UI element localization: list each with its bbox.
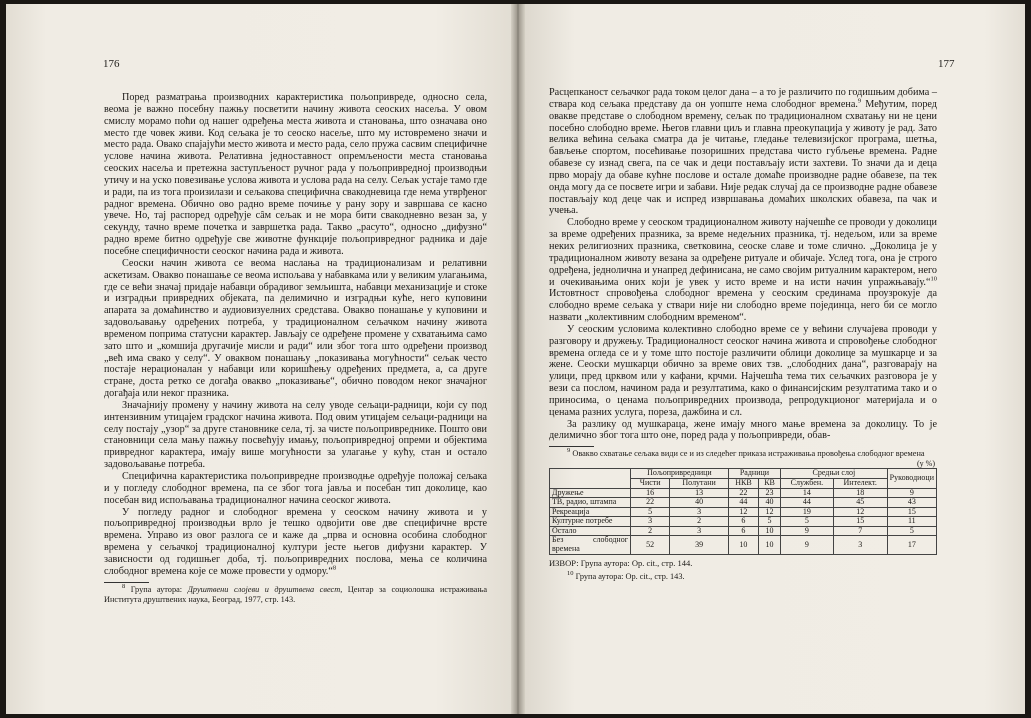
paragraph: Значајнију промену у начину живота на селу уводе сељаци-радници, који су под интензивним утицајем градског начина живота. Под овим утицајем сељаци-радници на селу постају „узор“ за друге становнике села, тј. за чисте пољопривреднике. Пошто ови становници села мању пажњу посвећују имању, пољопривредној опреми и објектима привредног карактера, имају више могућности за улагање у кућу, стан и остало задовољавање потреба. (104, 399, 487, 471)
paragraph (104, 507, 487, 578)
footnote-text: Овакво схватање сељака види се и из следећег приказа истраживања провођења слободног времена (570, 449, 925, 459)
table-cell: 17 (887, 536, 936, 554)
paragraph: Сеоски начин живота се веома наслања на традиционализам и релативни аскетизам. Овакво понашање се веома испољава у набавкама или у великим улагањима, где се већи значај придаје набавци обрадивог земљишта, набавци механизације и стоке и изградњи привредних објеката, па делимично и изградњи куће, него куповини апарата за домаћинство и аудиовизуелних средстава. Овакво понашање у куповини и задовољавању одређених потреба, у традиционалном сељачком начину живота временом поприма статусни карактер. Јављају се одређене промене у схватањима само зато што и „комшија другачије мисли и ради“ или због тога што одређени производ „већ има свако у селу“. У оваквом понашању „показивања могућности“ сељак често постаје нерационалан у набавци или коришћењу одређених предмета, а, са друге стране, доста ретко се догађа овакво „показивање“, обично поводом неког значајног догађаја или неког празника. (104, 257, 487, 400)
table-cell: 15 (833, 517, 887, 527)
paragraph-text: Међутим, поред овакве представе о слободном времену, сељак по традиционалном схватању ни не цени посебно слободно време. Његов главни циљ и главна преокупација у животу је рад. Зато велика већина сељака сматра да је читање, гледање телевизијског програма, шетња, бављење спортом, посећивање позоришних представа чисто губљење времена. Радне обавезе су изнад свега, па се чак и деци постављају исти захтеви. То значи да и деца прво морају да обаве кућне послове и остале домаће производне радне обавезе, па тек онда могу да се посвете игри и забави. Није редак случај да се производне радне обавезе постављају код деце чак и испред извршавања домаћих школских обавеза, па чак и учења. (549, 98, 937, 217)
left-page (6, 4, 511, 714)
page-number-left: 176 (103, 58, 120, 70)
table-cell: 6 (728, 526, 758, 536)
footnote-prefix: Група аутора: (130, 584, 188, 594)
table-cell: 3 (670, 526, 729, 536)
leisure-table (549, 468, 937, 554)
table-cell: 5 (781, 517, 834, 527)
table-row-label: ТВ, радио, штампа (550, 498, 631, 508)
paragraph: Специфична карактеристика пољопривредне производње одређује положај сељака и у погледу слободног времена, па се због тога јавља и посебан тип доколице, као посебан вид испољавања традиционалног начина сеоског живота. (104, 471, 487, 506)
table-cell: 12 (759, 507, 781, 517)
paragraph: У сеоским условима колективно слободно време се у већини случајева проводи у разговору и дружењу. Традиционалност сеоског начина живота и спровођење слободног времена огледа се и у томе што постоје различити облици доколице за мушкарце и за жене. Сеоски мушкарци обично за време ових тзв. „слободних дана“, разговарају на улици, пред црквом или у кафани, крчми. Најчешћа тема тих сељачких разговора је у вези са послом, начином рада и резултатима, како о финансијским резултатима тако и о приносима, о ценама пољопривредних производа, репродукционог материјала и о ценама разних услуга, пореза, дажбина и сл. (549, 323, 937, 418)
table-cell: 19 (781, 507, 834, 517)
table-cell: 44 (781, 498, 834, 508)
footnote-mark: 9 (567, 447, 571, 455)
table-row (550, 498, 937, 508)
footnote-ref: 9 (857, 97, 862, 105)
footnote-rest: , Центар за социолошка истраживања Института друштвених наука, Београд, 1977, стр. 143. (104, 584, 488, 604)
table-cell: 44 (728, 498, 758, 508)
table-group-header: Руководиоци (887, 469, 936, 488)
table-cell: 3 (670, 507, 729, 517)
table-cell: 45 (833, 498, 887, 508)
table-cell: 9 (887, 488, 936, 498)
table-cell: 7 (833, 526, 887, 536)
table-row-label: Културне потребе (550, 517, 631, 527)
paragraph-text: Истовтност спровођења слободног времена у сеоским срединама проузрокује да слободно време сељака у ствари није ни слободно време појединца, него би се могло назвати „колективним слободним временом“. (549, 288, 937, 324)
table-cell: 23 (759, 488, 781, 498)
paragraph (549, 217, 937, 324)
table-row (550, 517, 937, 527)
footnote-ref: 10 (930, 275, 937, 283)
table-sub-header: Чисти (631, 478, 670, 488)
table-corner (550, 469, 631, 488)
table-cell: 22 (631, 498, 670, 508)
table-cell: 13 (670, 488, 729, 498)
table-row (550, 536, 937, 554)
table-cell: 16 (631, 488, 670, 498)
table-group-header: Средњи слој (781, 469, 888, 479)
table-sub-header: КВ (759, 478, 781, 488)
table-group-header: Пољопривредници (631, 469, 729, 479)
table-row-label: Дружење (550, 488, 631, 498)
paragraph-text: У погледу радног и слободног времена у сеоском начину живота и у пољопривредној производњи врло је тешко одвојити ове две специфичне врсте времена. Управо из овог разлога се и каже да „прва и основна особина слободног времена у сељачкој традиционалној култури јесте његов дифузни карактер. У зависности од годишњег доба, тј. пољопривредних послова, мења се количина слободног времена које се може провести у одмору.“ (104, 506, 487, 577)
table-cell: 12 (833, 507, 887, 517)
table-cell: 22 (728, 488, 758, 498)
table-cell: 6 (728, 517, 758, 527)
footnote-8 (104, 582, 488, 605)
book-spread (6, 4, 1025, 714)
table-cell: 14 (781, 488, 834, 498)
table-cell: 5 (631, 507, 670, 517)
table-group-header: Радници (728, 469, 780, 479)
table-cell: 40 (670, 498, 729, 508)
table-sub-header: Интелект. (833, 478, 887, 488)
left-page-body (104, 92, 487, 605)
table-cell: 2 (631, 526, 670, 536)
table-cell: 43 (887, 498, 936, 508)
page-number-right: 177 (938, 58, 955, 70)
table-cell: 5 (759, 517, 781, 527)
table-cell: 9 (781, 536, 834, 554)
table-sub-header: Службен. (781, 478, 834, 488)
footnote-mark: 10 (567, 569, 574, 577)
table-cell: 10 (759, 526, 781, 536)
table-cell: 52 (631, 536, 670, 554)
right-page-body (549, 87, 937, 582)
table-cell: 10 (728, 536, 758, 554)
footnote-divider (104, 582, 149, 583)
paragraph-text: Расцепканост сељачког рада током целог дана – а то је различито по годишњим добима – ствара код сељака представу да он уопште нема слободног времена. (549, 87, 937, 110)
table-cell: 3 (631, 517, 670, 527)
paragraph-text: Слободно време у сеоском традиционалном животу најчешће се проводи у доколици за време одређених празника, за време недељних празника, тј. недељом, или за време неких религиозних празника, светковина, сеоске славе и томе слично. „Доколица је у традиционалном животу везана за одређене ритуале и обичаје. Услед тога, она је строго одређена, једнолична и унапред дефинисана, не само својим ритуалним карактером, него и очекивањима оних који је увек у исто време и на исти начин упражњавају.“ (549, 217, 937, 288)
table-cell: 39 (670, 536, 729, 554)
right-page (525, 4, 1025, 714)
table-units: (у %) (917, 459, 935, 469)
table-source: ИЗВОР: Група аутора: Op. cit., стр. 144. (549, 557, 693, 568)
book-gutter (511, 4, 525, 714)
table-cell: 40 (759, 498, 781, 508)
footnote-mark: 8 (122, 582, 126, 590)
table-cell: 18 (833, 488, 887, 498)
table-row-label: Остало (550, 526, 631, 536)
paragraph (549, 87, 937, 217)
table-cell: 11 (887, 517, 936, 527)
table-sub-header: Полутани (670, 478, 729, 488)
footnote-text: Група аутора: Op. cit., стр. 143. (573, 571, 685, 581)
table-cell: 10 (759, 536, 781, 554)
table-cell: 15 (887, 507, 936, 517)
footnote-title: Друштвени слојеви и друштвена свест (187, 584, 341, 594)
footnote-divider (549, 446, 594, 447)
table-cell: 5 (887, 526, 936, 536)
table-cell: 9 (781, 526, 834, 536)
leisure-table-wrap (549, 459, 937, 554)
footnote-ref: 8 (332, 564, 337, 572)
table-cell: 12 (728, 507, 758, 517)
table-cell: 3 (833, 536, 887, 554)
table-cell: 2 (670, 517, 729, 527)
paragraph: За разлику од мушкараца, жене имају много мање времена за доколицу. То је делимично због тога што оне, поред рада у пољопривреди, обав- (549, 418, 937, 442)
table-body (550, 488, 937, 554)
footnote-9 (549, 449, 937, 459)
table-row-label: Рекреација (550, 507, 631, 517)
footnote-10 (549, 569, 937, 582)
paragraph: Поред разматрања производних карактеристика пољопривреде, односно села, веома је важно посебну пажњу посветити начину живота сеоских насеља. У овом смислу морамо поћи од нашег одређења места живота и становања, што означава оно место где човек живи. Код сељака је то сеоско насеље, што му истовремено значи и место рада. Овако спајајући место живота и место рада, село пружа сасвим специфичне услове начина живота. Релативна једноставност опремљености места становања сеоских насеља и претежна заступљеност ручног рада у пољопривредној производњи утичу и на уско повезивање услова живота и услова рада на селу. Сељак устаје тамо где и ради, па из тога произилази и сељакова специфична свакодневица где нема утврђеног радног времена. Обично ово радно време почиње у рану зору и завршава се касно увече. Но, тај распоред одређује сâм сељак и не мора бити свакодневно везан за, у секунду, тачно време почетка и завршетка рада. Такво „расуто“, односно „дифузно“ радно време битно одређује све животне функције пољопривредног радника и даје посебне специфичности сеоског начина рада и живота. (104, 92, 487, 257)
table-sub-header: НКВ (728, 478, 758, 488)
table-row-label: Без слободног времена (550, 536, 631, 554)
